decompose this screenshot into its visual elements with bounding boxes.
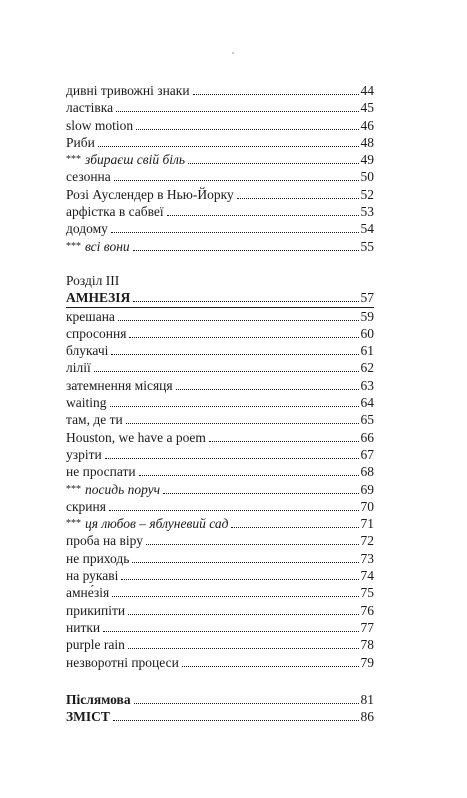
toc-entry-title: дивні тривожні знаки — [66, 83, 190, 98]
dot-leader — [116, 111, 358, 112]
toc-entry-title: purple rain — [66, 637, 125, 653]
dot-leader — [118, 320, 359, 321]
toc-entry-title: арфістка в сабвеї — [66, 204, 164, 220]
toc-entry — [66, 446, 374, 463]
toc-entry-title: посидь поруч — [85, 481, 161, 497]
toc-entry-page: 77 — [360, 619, 374, 635]
toc-entry-page: 48 — [360, 134, 374, 150]
toc-entry-title: там, де ти — [66, 412, 123, 428]
dot-leader — [94, 371, 359, 372]
toc-entry-page: 63 — [360, 377, 374, 393]
dot-leader — [98, 146, 359, 147]
toc-entry-title: waiting — [66, 395, 107, 411]
toc-entry — [66, 411, 374, 428]
toc-entry-page: 50 — [360, 169, 374, 185]
toc-entry — [66, 654, 374, 671]
toc-entry — [66, 151, 374, 168]
toc-entry-page: 81 — [360, 691, 374, 707]
toc-entry — [66, 619, 374, 636]
dot-leader — [128, 648, 359, 649]
toc-entry-title: нитки — [66, 619, 101, 635]
toc-entry — [66, 429, 374, 446]
dot-leader — [128, 614, 358, 615]
dot-leader — [109, 510, 359, 511]
asterisks-marker: *** — [66, 518, 81, 530]
toc-entry-page: 44 — [360, 83, 374, 98]
toc-entry-title: ця любов – яблуневий сад — [85, 516, 229, 532]
dot-leader — [176, 389, 359, 390]
toc-entry-title: спросоння — [66, 325, 127, 341]
toc-entry-page: 78 — [360, 637, 374, 653]
asterisks-marker: *** — [66, 154, 81, 166]
toc-entry-title: прикипіти — [66, 602, 126, 618]
dot-leader — [133, 301, 358, 302]
toc-entry — [66, 532, 374, 549]
toc-entry-title: амне́зія — [66, 585, 110, 601]
table-of-contents — [66, 82, 374, 725]
dot-leader — [209, 441, 359, 442]
toc-entry — [66, 186, 374, 203]
dot-leader — [193, 94, 359, 95]
toc-entry-title: Розі Ауслендер в Нью-Йорку — [66, 186, 234, 202]
toc-entry-page: 60 — [360, 325, 374, 341]
toc-entry-title: лілії — [66, 360, 91, 376]
toc-entry-title: скриня — [66, 498, 106, 514]
toc-entry-page: 52 — [360, 186, 374, 202]
toc-entry — [66, 602, 374, 619]
dot-leader — [237, 198, 359, 199]
toc-entry-title: збираєш свій біль — [85, 152, 186, 168]
dot-leader — [114, 180, 359, 181]
toc-entry — [66, 99, 374, 116]
dot-leader — [121, 579, 358, 580]
toc-entry-page: 68 — [360, 464, 374, 480]
toc-entry — [66, 377, 374, 394]
toc-entry — [66, 567, 374, 584]
section-heading: Розділ III — [66, 272, 120, 288]
toc-entry-title: slow motion — [66, 117, 134, 133]
dot-leader — [126, 423, 359, 424]
toc-entry — [66, 498, 374, 515]
toc-entry-title: Післямова — [66, 691, 131, 707]
toc-entry-page: 76 — [360, 602, 374, 618]
dot-leader — [111, 354, 358, 355]
toc-entry — [66, 394, 374, 411]
toc-entry — [66, 550, 374, 567]
toc-entry-title: на рукаві — [66, 568, 119, 584]
toc-entry-page: 49 — [360, 152, 374, 168]
toc-entry — [66, 342, 374, 359]
toc-entry — [66, 584, 374, 601]
toc-entry-page: 55 — [360, 238, 374, 254]
toc-entry-title: сезонна — [66, 169, 111, 185]
toc-entry-page: 72 — [360, 533, 374, 549]
toc-entry-title: ластівка — [66, 100, 114, 116]
toc-entry-page: 66 — [360, 429, 374, 445]
toc-entry — [66, 203, 374, 220]
toc-entry-title: незворотні процеси — [66, 654, 179, 670]
dot-leader — [231, 527, 358, 528]
toc-entry-title: затемнення місяця — [66, 377, 173, 393]
dot-leader — [139, 475, 359, 476]
toc-entry-page: 61 — [360, 343, 374, 359]
toc-entry-page: 86 — [360, 709, 374, 725]
dot-leader — [167, 215, 359, 216]
toc-entry-title: не проспати — [66, 464, 136, 480]
toc-entry-title: крешана — [66, 308, 115, 324]
toc-entry — [66, 636, 374, 653]
asterisks-marker: *** — [66, 240, 81, 252]
dot-leader — [188, 163, 358, 164]
toc-entry-title: проба на віру — [66, 533, 143, 549]
dot-leader — [129, 337, 358, 338]
toc-entry-title: Риби — [66, 134, 95, 150]
toc-entry-page: 73 — [360, 550, 374, 566]
dot-leader — [182, 666, 359, 667]
toc-entry — [66, 308, 374, 325]
dot-leader — [146, 544, 359, 545]
dot-leader — [111, 232, 359, 233]
page-speck — [232, 52, 234, 54]
toc-entry-title: ЗМІСТ — [66, 709, 110, 725]
toc-entry — [66, 325, 374, 342]
toc-entry-title: не приходь — [66, 550, 130, 566]
toc-entry-title: узріти — [66, 446, 102, 462]
toc-entry-title: всі вони — [85, 238, 130, 254]
toc-entry-page: 69 — [360, 481, 374, 497]
toc-entry-page: 65 — [360, 412, 374, 428]
toc-entry-page: 45 — [360, 100, 374, 116]
toc-entry — [66, 515, 374, 532]
toc-entry-page: 71 — [360, 516, 374, 532]
toc-entry-afterword — [66, 691, 374, 708]
toc-entry-contents — [66, 708, 374, 725]
toc-entry — [66, 359, 374, 376]
dot-leader — [103, 631, 358, 632]
toc-entry — [66, 220, 374, 237]
dot-leader — [133, 250, 359, 251]
toc-entry — [66, 134, 374, 151]
toc-entry — [66, 168, 374, 185]
toc-entry — [66, 82, 374, 99]
toc-entry-page: 75 — [360, 585, 374, 601]
toc-entry — [66, 463, 374, 480]
toc-entry-page: 62 — [360, 360, 374, 376]
toc-entry-page: 79 — [360, 654, 374, 670]
dot-leader — [110, 406, 359, 407]
dot-leader — [132, 562, 358, 563]
section-title-entry — [66, 289, 374, 307]
toc-entry-page: 70 — [360, 498, 374, 514]
toc-entry-title: додому — [66, 221, 108, 237]
dot-leader — [136, 129, 358, 130]
dot-leader — [105, 458, 359, 459]
section-title-page: 57 — [360, 290, 374, 306]
dot-leader — [163, 493, 358, 494]
toc-entry-page: 67 — [360, 446, 374, 462]
toc-entry — [66, 481, 374, 498]
section-title: АМНЕЗІЯ — [66, 290, 131, 306]
toc-entry-page: 64 — [360, 395, 374, 411]
section-spacer — [66, 671, 374, 691]
toc-entry-page: 74 — [360, 568, 374, 584]
asterisks-marker: *** — [66, 483, 81, 495]
toc-entry-page: 46 — [360, 117, 374, 133]
toc-entry-page: 54 — [360, 221, 374, 237]
toc-entry-page: 59 — [360, 308, 374, 324]
toc-entry — [66, 117, 374, 134]
toc-entry-title: Houston, we have a poem — [66, 429, 206, 445]
dot-leader — [134, 703, 359, 704]
dot-leader — [113, 720, 359, 721]
dot-leader — [112, 596, 358, 597]
toc-entry-page: 53 — [360, 204, 374, 220]
toc-entry — [66, 238, 374, 255]
toc-entry-title: блукачі — [66, 343, 109, 359]
section-spacer — [66, 255, 374, 272]
